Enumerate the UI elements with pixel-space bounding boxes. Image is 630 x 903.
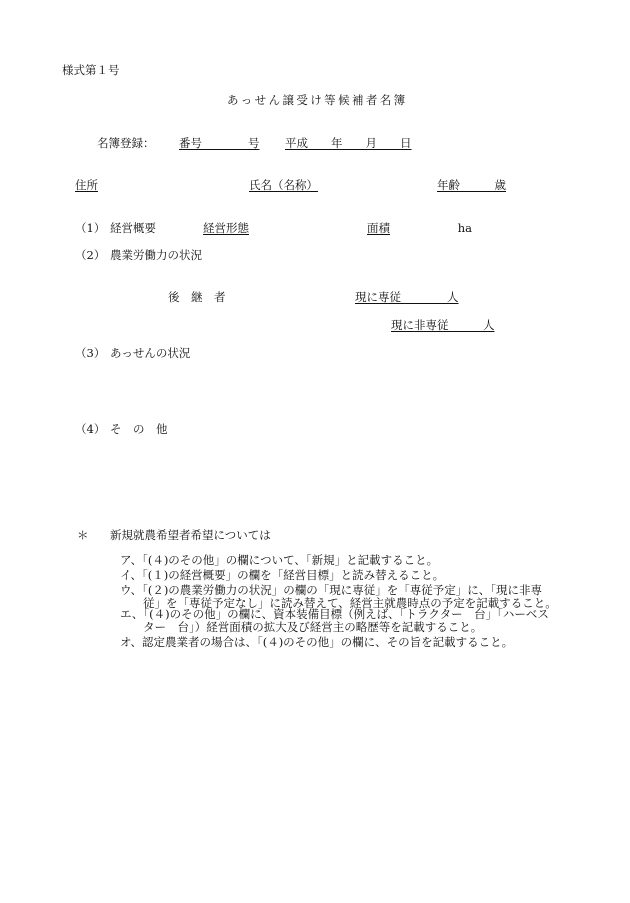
registration-number-field[interactable]: 番号 号	[179, 136, 260, 150]
section-3-number: （3）	[75, 346, 106, 360]
registration-label: 名簿登録：	[97, 136, 155, 150]
notes-asterisk: ＊	[77, 528, 89, 542]
name-label: 氏名（名称）	[249, 178, 318, 192]
section-2-label: 農業労働力の状況	[110, 248, 202, 262]
section-1-number: （1）	[75, 221, 106, 235]
page-title: あっせん譲受け等候補者名簿	[227, 93, 408, 107]
area-label: 面積	[367, 221, 390, 235]
area-unit: ha	[457, 221, 472, 235]
note-item-e: エ、「(４)のその他」の欄に、資本装備目標（例えば、「トラクター 台」「ハーベス	[120, 607, 549, 621]
area-field[interactable]	[367, 223, 472, 235]
fulltime-field[interactable]: 現に専従 人	[355, 290, 459, 304]
section-1-label: 経営概要	[110, 221, 156, 235]
section-3-label: あっせんの状況	[110, 346, 191, 360]
section-4-number: （4）	[75, 422, 106, 436]
management-form-label: 経営形態	[203, 221, 249, 235]
note-item-o: オ、認定農業者の場合は、「(４)のその他」の欄に、その旨を記載すること。	[120, 635, 514, 649]
form-number: 様式第１号	[62, 63, 120, 77]
parttime-field[interactable]: 現に非専従 人	[391, 318, 495, 332]
note-item-u-cont: 従」を「専従予定なし」に読み替えて、経営主就農時点の予定を記載すること。	[143, 596, 557, 610]
address-label: 住所	[75, 178, 98, 192]
name-field[interactable]	[249, 180, 401, 192]
age-field[interactable]: 年齢 歳	[437, 178, 506, 192]
address-field[interactable]	[75, 180, 215, 192]
registration-date-field[interactable]: 平成 年 月 日	[285, 136, 412, 150]
successor-label: 後 継 者	[168, 290, 226, 304]
section-4-label: そ の 他	[110, 422, 168, 436]
section-2-number: （2）	[75, 248, 106, 262]
notes-heading: 新規就農希望者希望については	[110, 528, 271, 542]
note-item-e-cont: ター 台」）経営面積の拡大及び経営主の略歴等を記載すること。	[143, 620, 483, 634]
management-form-field[interactable]	[203, 223, 343, 235]
note-item-u: ウ、「(２)の農業労働力の状況」の欄の「現に専従」を「専従予定」に、「現に非専	[120, 583, 543, 597]
note-item-i: イ、「(１)の経営概要」の欄を「経営目標」と読み替えること。	[120, 568, 445, 582]
note-item-a: ア、「(４)のその他」の欄について、「新規」と記載すること。	[120, 553, 439, 567]
